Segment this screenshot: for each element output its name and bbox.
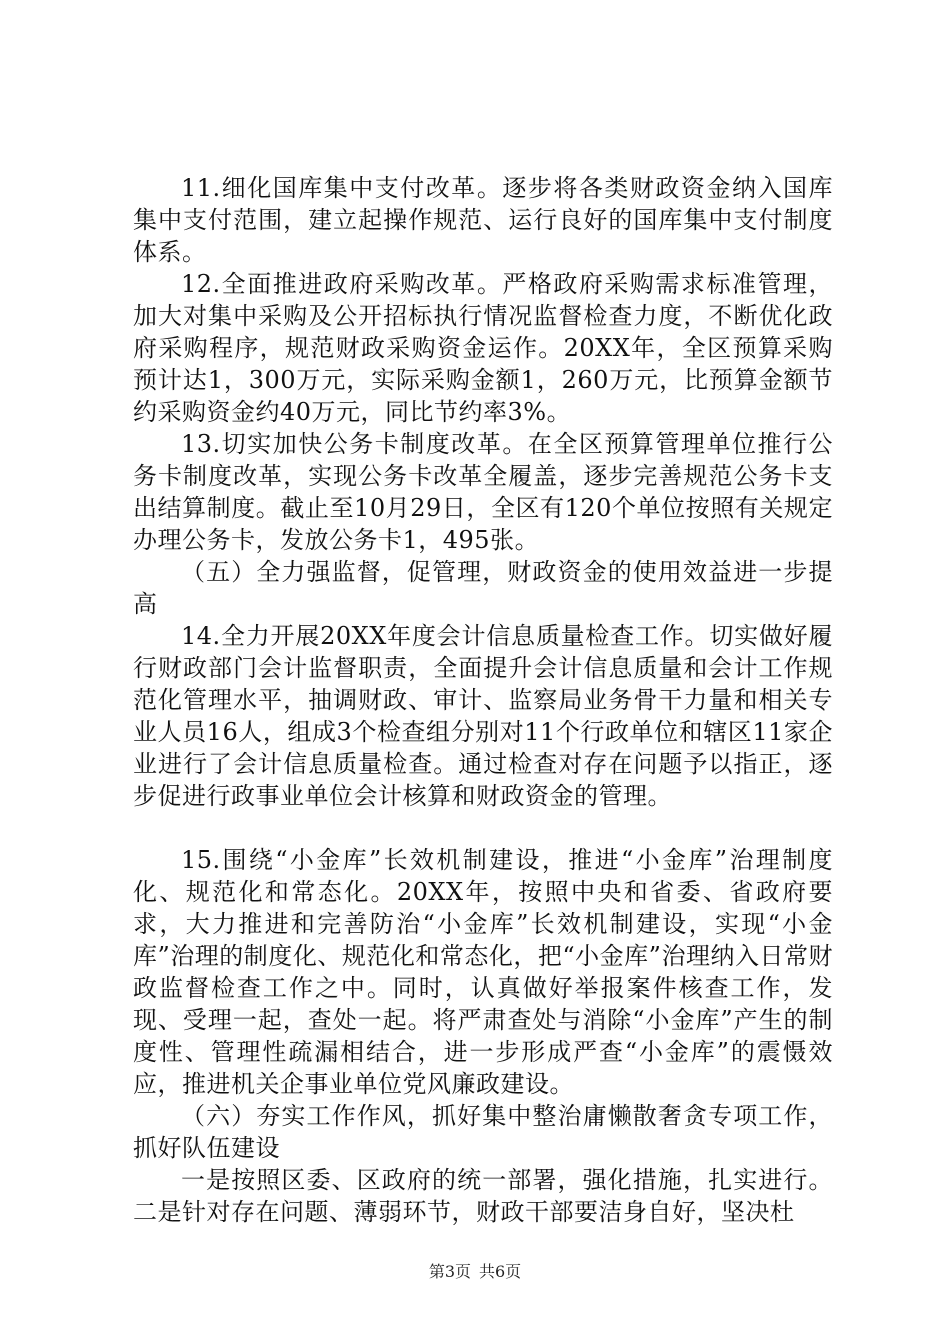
document-body (133, 172, 833, 1228)
page-number: 第3页 (428, 1262, 471, 1281)
page-footer (0, 1262, 950, 1282)
paragraph-15: 15.围绕“小金库”长效机制建设，推进“小金库”治理制度化、规范化和常态化。20XX年，按照中央和省委、省政府要求，大力推进和完善防治“小金库”长效机制建设，实现“小金库”治理的制度化、规范化和常态化，把“小金库”治理纳入日常财政监督检查工作之中。同时，认真做好举报案件核查工作，发现、受理一起，查处一起。将严肃查处与消除“小金库”产生的制度性、管理性疏漏相结合，进一步形成严查“小金库”的震慑效应，推进机关企事业单位党风廉政建设。 (133, 846, 833, 1098)
paragraph-first-measure: 一是按照区委、区政府的统一部署，强化措施，扎实进行。二是针对存在问题、薄弱环节，财政干部要洁身自好，坚决杜 (133, 1166, 833, 1226)
paragraph-11: 11.细化国库集中支付改革。逐步将各类财政资金纳入国库集中支付范围，建立起操作规范、运行良好的国库集中支付制度体系。 (133, 174, 833, 266)
paragraph-12: 12.全面推进政府采购改革。严格政府采购需求标准管理，加大对集中采购及公开招标执行情况监督检查力度，不断优化政府采购程序，规范财政采购资金运作。20XX年，全区预算采购预计达1，300万元，实际采购金额1，260万元，比预算金额节约采购资金约40万元，同比节约率3%。 (133, 270, 833, 426)
paragraph-13: 13.切实加快公务卡制度改革。在全区预算管理单位推行公务卡制度改革，实现公务卡改革全履盖，逐步完善规范公务卡支出结算制度。截止至10月29日，全区有120个单位按照有关规定办理公务卡，发放公务卡1，495张。 (133, 430, 833, 554)
page-total: 共6页 (479, 1262, 522, 1281)
section-heading-6: （六）夯实工作作风，抓好集中整治庸懒散奢贪专项工作，抓好队伍建设 (133, 1102, 833, 1162)
paragraph-spacer (133, 812, 833, 844)
section-heading-5: （五）全力强监督，促管理，财政资金的使用效益进一步提高 (133, 558, 833, 618)
paragraph-14: 14.全力开展20XX年度会计信息质量检查工作。切实做好履行财政部门会计监督职责，全面提升会计信息质量和会计工作规范化管理水平，抽调财政、审计、监察局业务骨干力量和相关专业人员16人，组成3个检查组分别对11个行政单位和辖区11家企业进行了会计信息质量检查。通过检查对存在问题予以指正，逐步促进行政事业单位会计核算和财政资金的管理。 (133, 622, 833, 810)
